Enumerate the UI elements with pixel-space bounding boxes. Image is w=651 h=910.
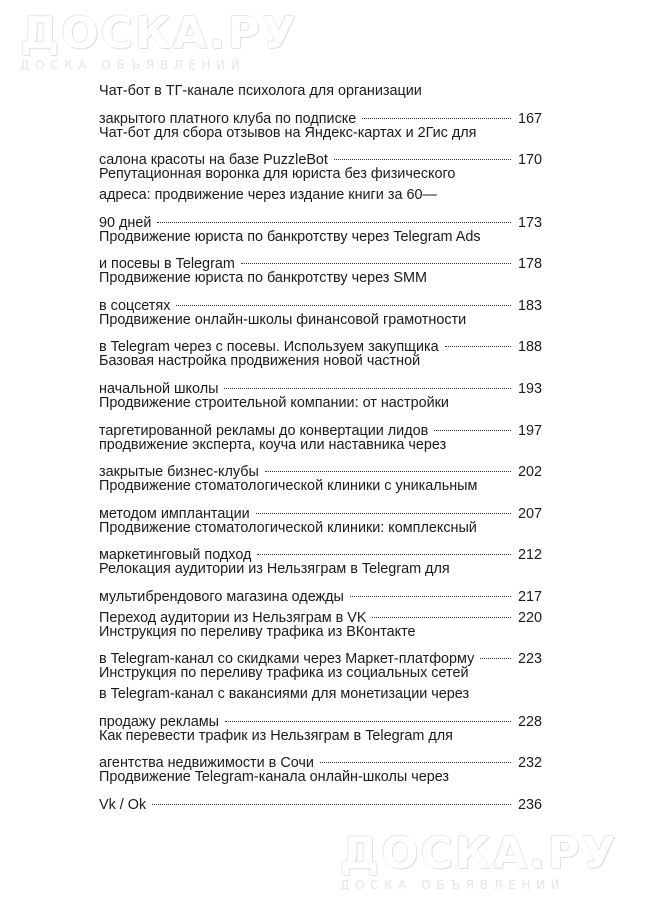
toc-entry-title-line: Инструкция по переливу трафика из ВКонтакте	[99, 623, 416, 640]
toc-entry-title-line: мультибрендового магазина одежды	[99, 588, 344, 605]
toc-page-number: 202	[517, 464, 542, 481]
toc-entry-line	[99, 123, 542, 144]
toc-entry	[99, 81, 542, 127]
table-of-contents	[99, 81, 542, 813]
toc-entry-title-line: методом имплантации	[99, 505, 250, 522]
toc-entry-title-line: в Telegram-канал с вакансиями для монетизации через	[99, 686, 470, 703]
toc-entry-line	[99, 435, 542, 456]
toc-entry-title-line: маркетинговый подход	[99, 547, 252, 564]
toc-entry	[99, 351, 542, 397]
toc-entry-line	[99, 310, 542, 331]
toc-entry-title-line: 90 дней	[99, 214, 152, 231]
toc-entry-title-line: Инструкция по переливу трафика из социальных сетей	[99, 665, 469, 682]
toc-entry-line	[99, 684, 542, 705]
dot-leader	[350, 580, 511, 601]
toc-page-number: 220	[517, 609, 542, 626]
toc-entry	[99, 622, 542, 668]
toc-entry-line	[99, 414, 542, 439]
toc-entry-line	[99, 643, 542, 668]
toc-entry-title-line: Репутационная воронка для юриста без физического	[99, 166, 456, 183]
dot-leader	[362, 102, 511, 123]
toc-entry-line	[99, 705, 542, 730]
toc-entry-title-line: Продвижение строительной компании: от настройки	[99, 394, 449, 411]
toc-entry-title-line: Чат-бот в ТГ-канале психолога для организации	[99, 83, 422, 99]
toc-entry-line	[99, 289, 542, 314]
toc-entry-line	[99, 497, 542, 522]
toc-entry-title-line: в соцсетях	[99, 297, 171, 314]
toc-entry-line	[99, 393, 542, 414]
dot-leader	[445, 331, 511, 352]
toc-entry	[99, 435, 542, 481]
toc-entry-line	[99, 331, 542, 356]
toc-entry-title-line: в Telegram через с посевы. Используем закупщика	[99, 339, 439, 356]
toc-page-number: 217	[517, 588, 542, 605]
toc-entry-line	[99, 663, 542, 684]
toc-page-number: 167	[517, 110, 542, 127]
toc-entry-title-line: и посевы в Telegram	[99, 256, 235, 273]
toc-entry-line	[99, 206, 542, 231]
toc-entry-line	[99, 726, 542, 747]
toc-entry-line	[99, 747, 542, 772]
toc-page-number: 212	[517, 547, 542, 564]
toc-entry-line	[99, 143, 542, 169]
watermark-tagline: ДОСКА ОБЪЯВЛЕНИЙ	[20, 58, 246, 72]
toc-entry-title-line: Продвижение стоматологической клиники: комплексный	[99, 519, 477, 536]
toc-entry-title-line: закрытого платного клуба по подписке	[99, 110, 357, 127]
dot-leader	[265, 455, 511, 476]
toc-entry	[99, 518, 542, 564]
toc-entry-line	[99, 185, 542, 206]
toc-entry-title-line: Чат-бот для сбора отзывов на Яндекс-картах и 2Гис для	[99, 124, 477, 141]
dot-leader	[334, 143, 511, 164]
toc-page-number: 183	[517, 297, 542, 314]
toc-entry-title-line: Продвижение юриста по банкротству через SMM	[99, 270, 427, 287]
toc-entry	[99, 559, 542, 605]
toc-entry-line	[99, 539, 542, 564]
dot-leader	[480, 643, 511, 664]
toc-entry-line	[99, 767, 542, 788]
toc-entry-title-line: таргетированной рекламы до конвертации лидов	[99, 422, 429, 439]
toc-entry-title-line: Релокация аудитории из Нельзяграм в Telegram для	[99, 561, 450, 578]
toc-entry	[99, 164, 542, 231]
dot-leader	[224, 372, 511, 393]
toc-entry-title-line: Продвижение юриста по банкротству через Telegram Ads	[99, 228, 481, 245]
toc-entry-line	[99, 102, 542, 127]
toc-entry-title-line: закрытые бизнес-клубы	[99, 464, 259, 481]
dot-leader	[225, 705, 511, 726]
toc-entry	[99, 767, 542, 813]
toc-entry-title-line: Продвижение онлайн-школы финансовой грамотности	[99, 311, 467, 328]
toc-page-number: 188	[517, 339, 542, 356]
dot-leader	[256, 497, 511, 518]
toc-entry	[99, 393, 542, 439]
toc-entry-title-line: Продвижение стоматологической клиники с уникальным	[99, 478, 478, 495]
toc-entry-title-line: Продвижение Telegram-канала онлайн-школы через	[99, 769, 450, 786]
toc-entry-title-line: продажу рекламы	[99, 713, 219, 730]
toc-entry-title-line: адреса: продвижение через издание книги за 60—	[99, 186, 437, 203]
toc-page-number: 228	[517, 713, 542, 730]
dot-leader	[176, 289, 511, 310]
toc-entry	[99, 726, 542, 772]
toc-entry	[99, 123, 542, 169]
toc-entry-line	[99, 788, 542, 813]
toc-entry-title-line: продвижение эксперта, коуча или наставника через	[99, 436, 447, 453]
toc-entry	[99, 310, 542, 356]
toc-page-number: 170	[517, 152, 542, 169]
toc-page-number: 236	[517, 796, 542, 813]
toc-entry-line	[99, 559, 542, 580]
dot-leader	[241, 247, 511, 268]
dot-leader	[372, 601, 511, 622]
toc-entry	[99, 663, 542, 730]
dot-leader	[152, 788, 511, 809]
watermark-tagline: ДОСКА ОБЪЯВЛЕНИЙ	[340, 878, 566, 892]
toc-entry-line	[99, 351, 542, 372]
toc-page-number: 193	[517, 380, 542, 397]
toc-entry-line	[99, 476, 542, 497]
toc-entry-line	[99, 580, 542, 605]
watermark-logo: ДОСКА.РУ	[20, 8, 298, 59]
toc-page-number: 173	[517, 214, 542, 231]
toc-page-number: 178	[517, 256, 542, 273]
toc-entry-line	[99, 455, 542, 481]
toc-entry-title-line: салона красоты на базе PuzzleBot	[99, 152, 328, 169]
toc-entry	[99, 268, 542, 314]
toc-entry-title-line: Переход аудитории из Нельзяграм в VK	[99, 609, 367, 626]
toc-entry-line	[99, 164, 542, 185]
toc-page-number: 232	[517, 755, 542, 772]
toc-entry-line	[99, 247, 542, 273]
toc-page-number: 197	[517, 422, 542, 439]
toc-entry-title-line: Как перевести трафик из Нельзяграм в Telegram для	[99, 727, 453, 744]
toc-entry-line	[99, 622, 542, 643]
toc-entry	[99, 227, 542, 273]
watermark-logo: ДОСКА.РУ	[340, 828, 618, 879]
toc-entry-title-line: в Telegram-канал со скидками через Маркет-платформу	[99, 651, 475, 668]
watermark-bottom	[340, 828, 618, 892]
toc-entry-title-line: Базовая настройка продвижения новой частной	[99, 353, 421, 370]
dot-leader	[434, 414, 511, 435]
dot-leader	[257, 539, 511, 560]
toc-entry-line	[99, 227, 542, 248]
toc-page-number: 223	[517, 651, 542, 668]
toc-entry-title-line: Vk / Ok	[99, 796, 147, 813]
toc-page-number: 207	[517, 505, 542, 522]
dot-leader	[320, 747, 511, 768]
toc-entry-title-line: агентства недвижимости в Сочи	[99, 755, 314, 772]
toc-entry-line	[99, 518, 542, 539]
toc-entry-line	[99, 268, 542, 289]
toc-entry-line	[99, 372, 542, 397]
toc-entry-title-line: начальной школы	[99, 380, 219, 397]
toc-entry-line	[99, 81, 542, 102]
watermark-top	[20, 8, 298, 72]
toc-entry	[99, 476, 542, 522]
dot-leader	[157, 206, 511, 227]
